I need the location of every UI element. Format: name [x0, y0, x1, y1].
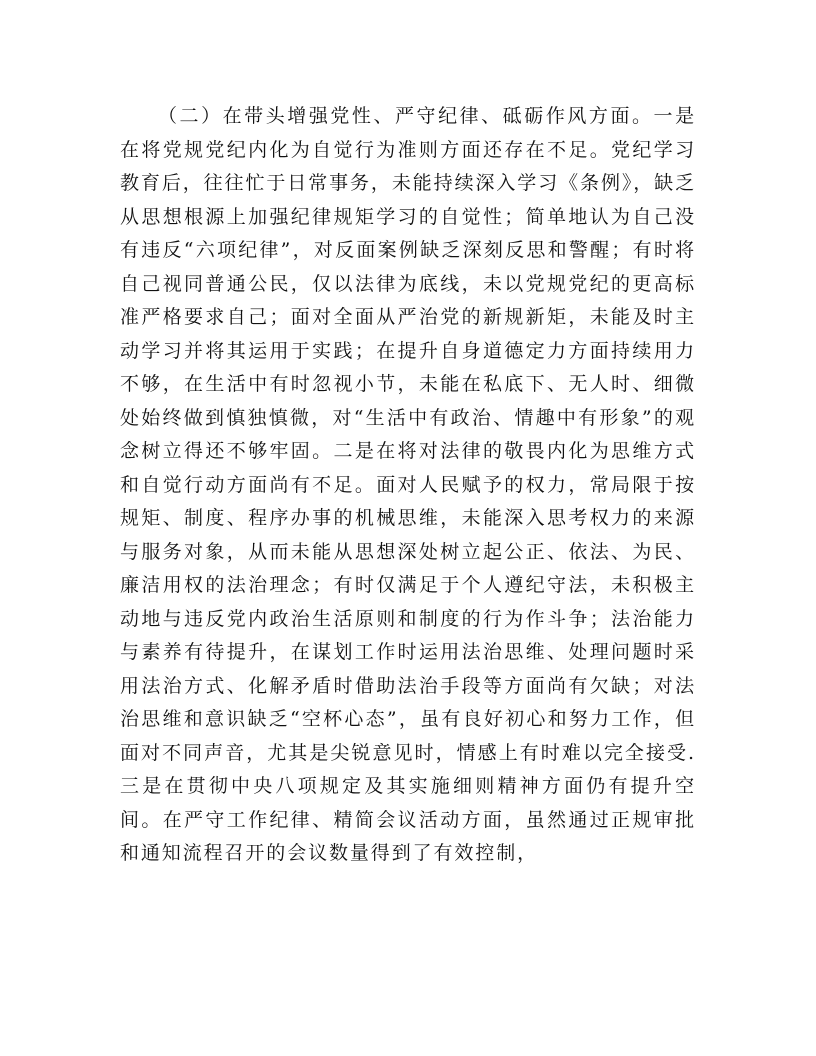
- body-paragraph: （二）在带头增强党性、严守纪律、砥砺作风方面。一是在将党规党纪内化为自觉行为准则方面还存在不足。党纪学习教育后，往往忙于日常事务，未能持续深入学习《条例》，缺乏从思想根源上加强纪律规矩学习的自觉性；简单地认为自己没有违反“六项纪律”，对反面案例缺乏深刻反思和警醒；有时将自己视同普通公民，仅以法律为底线，未以党规党纪的更高标准严格要求自己；面对全面从严治党的新规新矩，未能及时主动学习并将其运用于实践；在提升自身道德定力方面持续用力不够，在生活中有时忽视小节，未能在私底下、无人时、细微处始终做到慎独慎微，对“生活中有政治、情趣中有形象”的观念树立得还不够牢固。二是在将对法律的敬畏内化为思维方式和自觉行动方面尚有不足。面对人民赋予的权力，常局限于按规矩、制度、程序办事的机械思维，未能深入思考权力的来源与服务对象，从而未能从思想深处树立起公正、依法、为民、廉洁用权的法治理念；有时仅满足于个人遵纪守法，未积极主动地与违反党内政治生活原则和制度的行为作斗争；法治能力与素养有待提升，在谋划工作时运用法治思维、处理问题时采用法治方式、化解矛盾时借助法治手段等方面尚有欠缺；对法治思维和意识缺乏“空杯心态”，虽有良好初心和努力工作，但面对不同声音，尤其是尖锐意见时，情感上有时难以完全接受.三是在贯彻中央八项规定及其实施细则精神方面仍有提升空间。在严守工作纪律、精简会议活动方面，虽然通过正规审批和通知流程召开的会议数量得到了有效控制，: [120, 105, 696, 864]
- document-page: [120, 100, 696, 1000]
